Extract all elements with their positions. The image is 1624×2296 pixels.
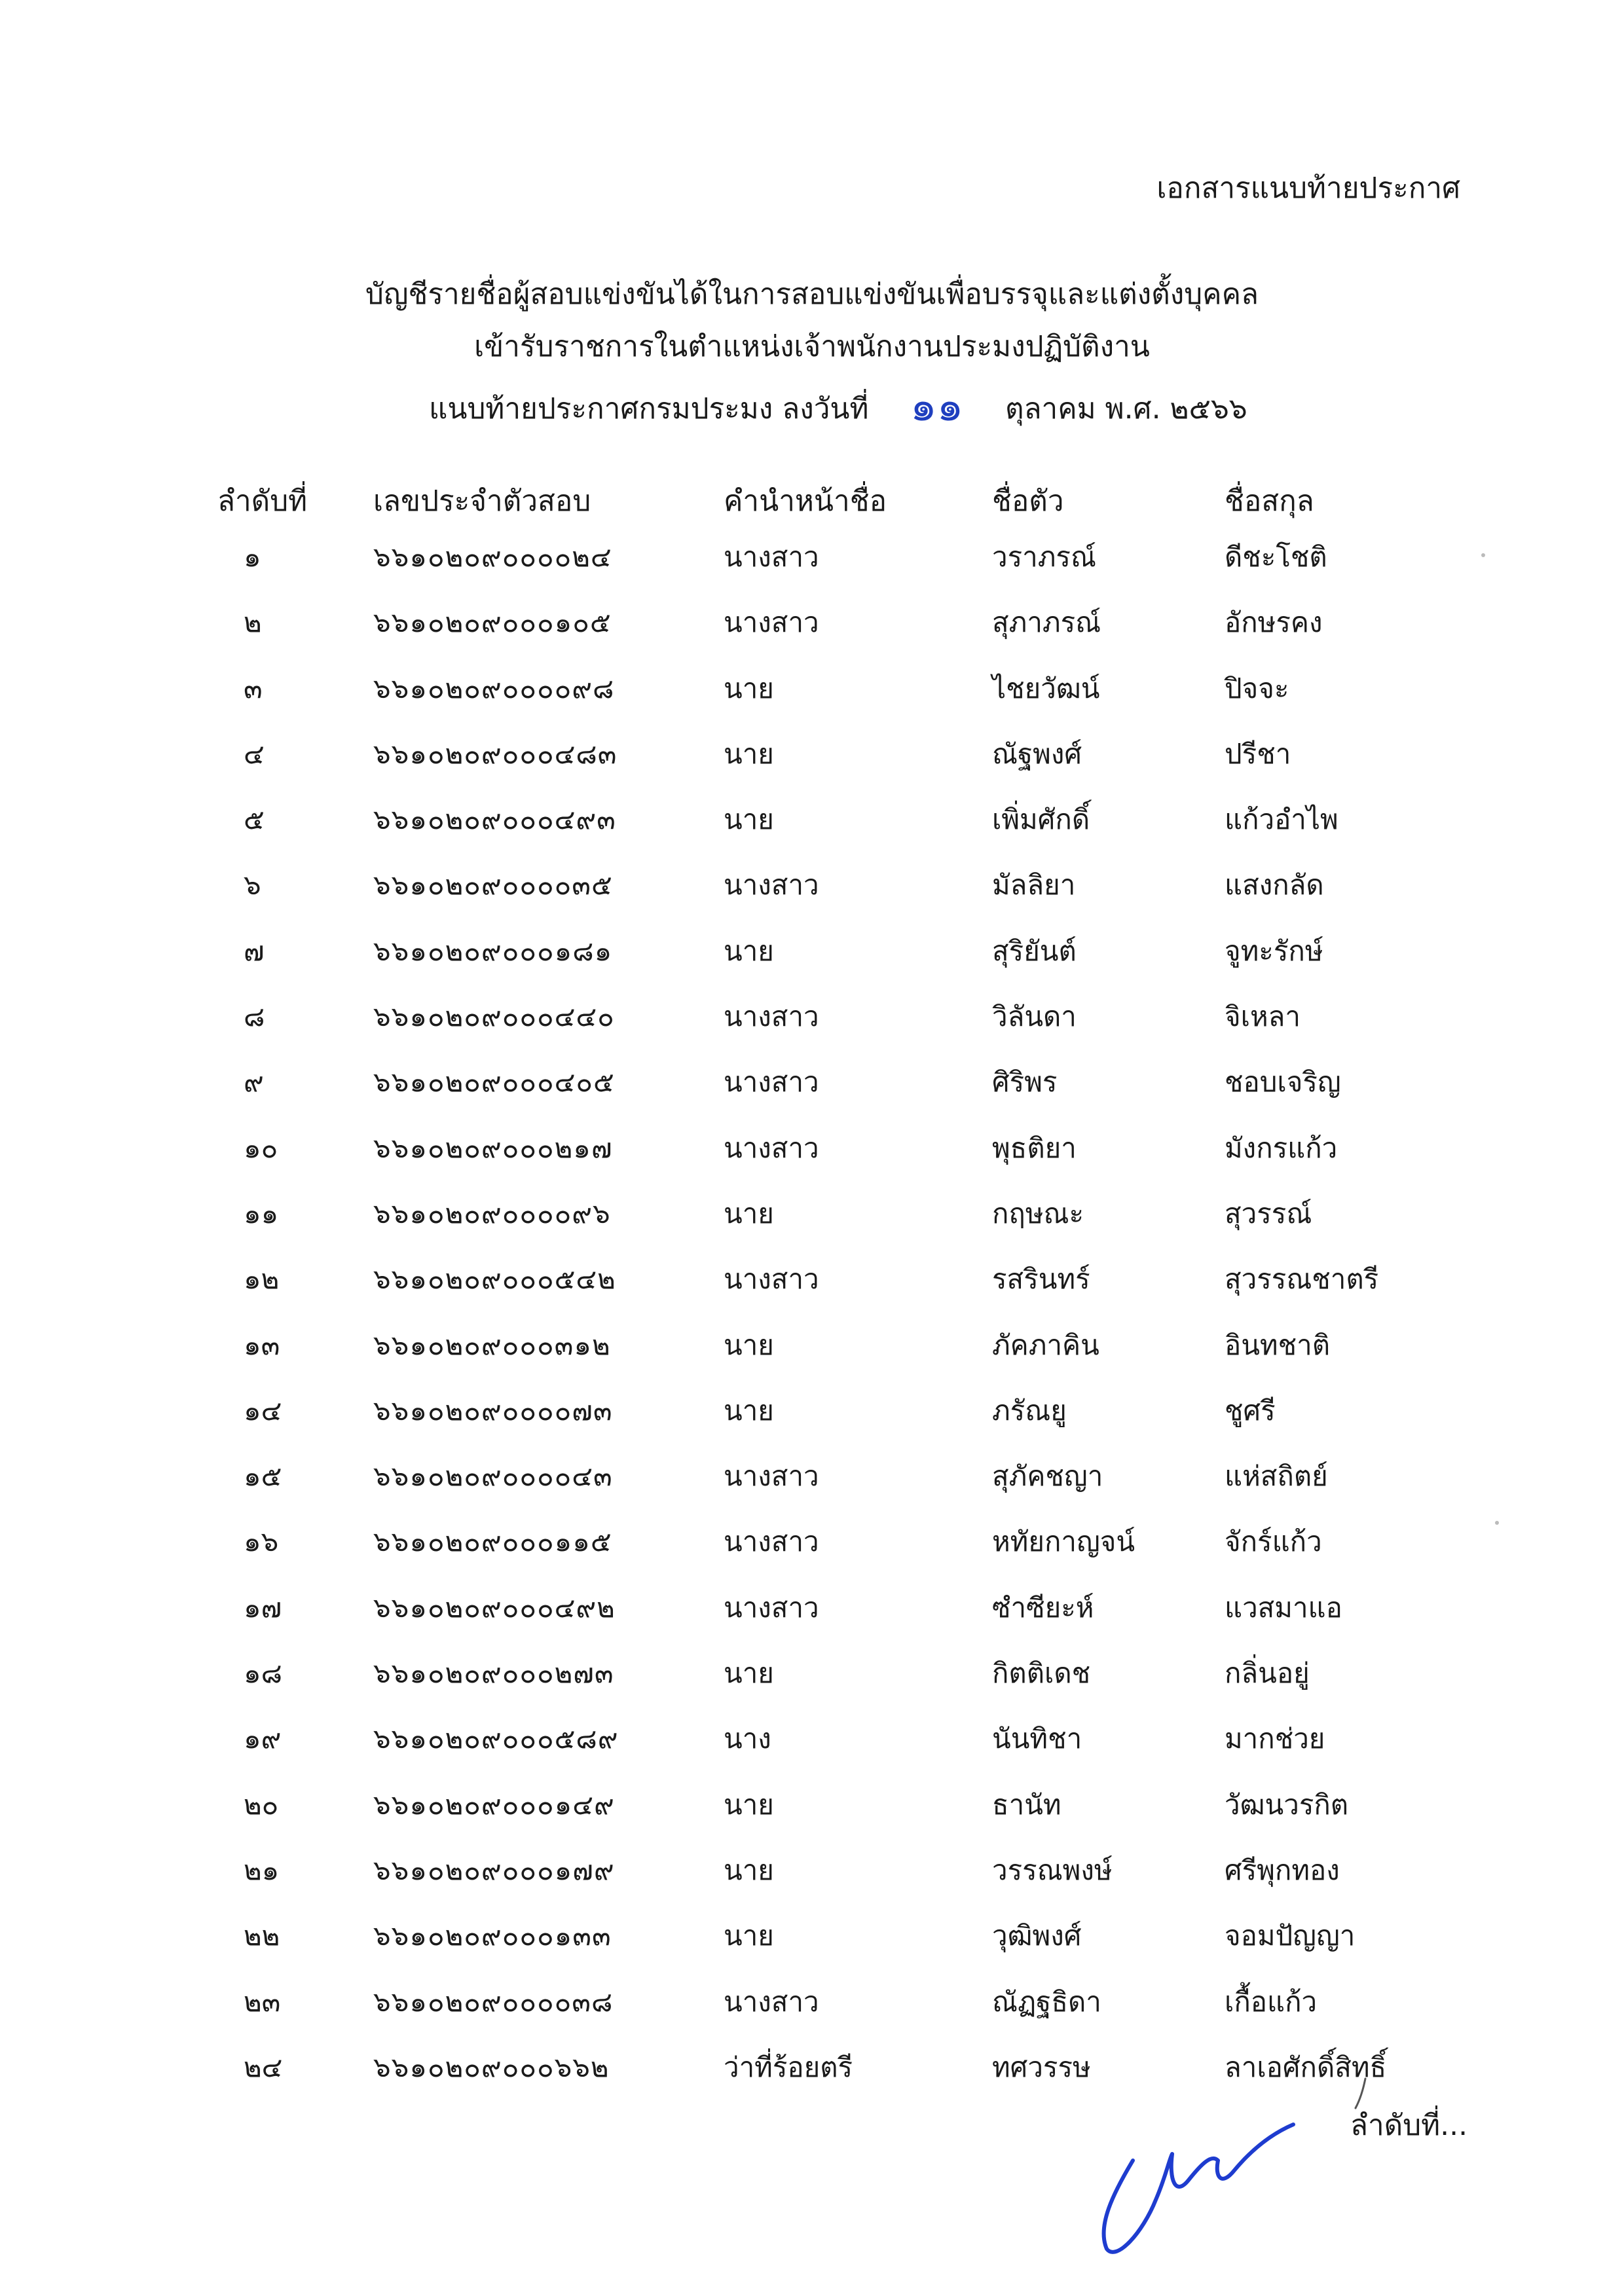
row-name-title: นาย [724,934,774,967]
col-header-exam-id: เลขประจำตัวสอบ [373,484,591,518]
row-order: ๑๘ [244,1657,283,1690]
row-last-name: อักษรคง [1225,606,1323,639]
row-last-name: ลาเอศักดิ์สิทธิ์ [1225,2050,1387,2083]
row-first-name: ณัฐพงศ์ [992,737,1082,770]
row-first-name: ไชยวัฒน์ [992,672,1100,704]
row-name-title: นางสาว [724,1000,819,1033]
row-name-title: นาย [724,1197,774,1230]
row-first-name: กิตติเดช [992,1657,1091,1690]
table-row [0,1785,1624,1850]
row-last-name: แก้วอำไพ [1225,803,1338,836]
row-last-name: จักร์แก้ว [1225,1525,1322,1558]
row-name-title: นางสาว [724,869,819,902]
row-order: ๑๑ [244,1197,279,1230]
row-first-name: วรรณพงษ์ [992,1853,1113,1886]
row-order: ๒๒ [244,1920,280,1952]
row-last-name: แห่สถิตย์ [1225,1460,1328,1493]
row-name-title: นางสาว [724,1591,819,1624]
row-exam-id: ๖๖๑๐๒๐๙๐๐๐๑๗๙ [373,1853,615,1886]
row-name-title: นาย [724,803,774,836]
row-exam-id: ๖๖๑๐๒๐๙๐๐๐๐๓๘ [373,1985,614,2018]
row-first-name: วุฒิพงศ์ [992,1920,1082,1952]
row-name-title: นางสาว [724,1985,819,2018]
row-exam-id: ๖๖๑๐๒๐๙๐๐๐๔๐๕ [373,1066,615,1099]
row-name-title: ว่าที่ร้อยตรี [724,2050,853,2083]
row-name-title: นาย [724,1328,774,1361]
row-last-name: สุวรรณ์ [1225,1197,1312,1230]
row-exam-id: ๖๖๑๐๒๐๙๐๐๐๐๒๔ [373,541,612,573]
row-first-name: สุริยันต์ [992,934,1077,967]
row-name-title: นางสาว [724,1131,819,1164]
signature-tick [1356,2079,1365,2108]
table-row [0,1259,1624,1324]
document-title-line1: บัญชีรายชื่อผู้สอบแข่งขันได้ในการสอบแข่งขันเพื่อบรรจุและแต่งตั้งบุคคล [365,278,1259,311]
row-last-name: เกื้อแก้ว [1225,1985,1318,2018]
row-order: ๖ [244,869,261,902]
row-last-name: สุวรรณชาตรี [1225,1263,1379,1296]
row-exam-id: ๖๖๑๐๒๐๙๐๐๐๕๘๙ [373,1722,619,1755]
table-row [0,1653,1624,1719]
row-order: ๒๐ [244,1788,279,1821]
row-order: ๑ [244,541,261,573]
row-order: ๓ [244,672,263,704]
row-last-name: ดีชะโชติ [1225,541,1327,573]
row-first-name: เพิ่มศักดิ์ [992,803,1090,836]
row-order: ๒ [244,606,262,639]
row-exam-id: ๖๖๑๐๒๐๙๐๐๐๑๔๙ [373,1788,615,1821]
row-first-name: ทศวรรษ [992,2050,1091,2083]
row-exam-id: ๖๖๑๐๒๐๙๐๐๐๔๙๓ [373,803,616,836]
table-row [0,799,1624,865]
row-last-name: แสงกลัด [1225,869,1324,902]
table-row [0,1062,1624,1127]
table-row [0,1850,1624,1916]
table-row [0,1719,1624,1784]
row-exam-id: ๖๖๑๐๒๐๙๐๐๐๒๑๗ [373,1131,613,1164]
row-order: ๒๓ [244,1985,281,2018]
table-row [0,931,1624,996]
table-row [0,602,1624,668]
table-row [0,1456,1624,1522]
document-title-line2: เข้ารับราชการในตำแหน่งเจ้าพนักงานประมงปฏิบัติงาน [474,330,1150,363]
row-exam-id: ๖๖๑๐๒๐๙๐๐๐๔๘๓ [373,737,618,770]
table-row [0,1982,1624,2047]
row-last-name: จอมปัญญา [1225,1920,1356,1952]
table-row [0,1194,1624,1259]
row-order: ๑๐ [244,1131,278,1164]
row-first-name: ธานัท [992,1788,1061,1821]
row-first-name: สุภาภรณ์ [992,606,1101,639]
row-first-name: มัลลิยา [992,869,1076,902]
table-row [0,537,1624,602]
row-order: ๔ [244,737,265,770]
attachment-label: เอกสารแนบท้ายประกาศ [1156,172,1460,205]
signature-stroke [1104,2124,1293,2252]
row-name-title: นาย [724,672,774,704]
row-first-name: กฤษณะ [992,1197,1084,1230]
table-row [0,1916,1624,1981]
row-order: ๒๑ [244,1853,280,1886]
row-order: ๗ [244,934,265,967]
row-order: ๑๖ [244,1525,279,1558]
candidate-list [0,537,1624,2113]
table-row [0,668,1624,734]
row-name-title: นาย [724,1920,774,1952]
row-name-title: นาย [724,1657,774,1690]
row-first-name: วราภรณ์ [992,541,1096,573]
table-row [0,1325,1624,1391]
table-row [0,996,1624,1062]
row-first-name: ภัคภาคิน [992,1328,1099,1361]
row-last-name: มังกรแก้ว [1225,1131,1338,1164]
row-name-title: นางสาว [724,1066,819,1099]
row-name-title: นางสาว [724,606,819,639]
row-exam-id: ๖๖๑๐๒๐๙๐๐๐๑๓๓ [373,1920,612,1952]
row-order: ๙ [244,1066,264,1099]
col-header-name-title: คำนำหน้าชื่อ [724,484,887,518]
row-order: ๑๓ [244,1328,280,1361]
row-exam-id: ๖๖๑๐๒๐๙๐๐๐๑๘๑ [373,934,613,967]
row-name-title: นาย [724,1853,774,1886]
row-name-title: นางสาว [724,1525,819,1558]
row-last-name: ปรีชา [1225,737,1291,770]
row-name-title: นางสาว [724,1263,819,1296]
row-exam-id: ๖๖๑๐๒๐๙๐๐๐๕๔๒ [373,1263,616,1296]
scan-speck [1495,1521,1499,1525]
row-first-name: ศิริพร [992,1066,1058,1099]
col-header-order: ลำดับที่ [217,484,308,518]
table-row [0,734,1624,799]
row-exam-id: ๖๖๑๐๒๐๙๐๐๐๓๑๒ [373,1328,611,1361]
next-page-label: ลำดับที่... [1350,2109,1468,2142]
table-header [0,478,1624,517]
row-last-name: ชอบเจริญ [1225,1066,1341,1099]
row-exam-id: ๖๖๑๐๒๐๙๐๐๐๑๑๕ [373,1525,612,1558]
row-first-name: ภรัณยู [992,1394,1067,1427]
row-first-name: วิลันดา [992,1000,1077,1033]
row-first-name: พุธติยา [992,1131,1077,1164]
row-first-name: นันทิชา [992,1722,1082,1755]
row-last-name: วัฒนวรกิต [1225,1788,1349,1821]
row-name-title: นางสาว [724,1460,819,1493]
row-exam-id: ๖๖๑๐๒๐๙๐๐๐๑๐๕ [373,606,612,639]
row-last-name: ปิจจะ [1225,672,1289,704]
row-last-name: ศรีพุกทอง [1225,1853,1340,1886]
row-exam-id: ๖๖๑๐๒๐๙๐๐๐๖๖๒ [373,2050,610,2083]
row-exam-id: ๖๖๑๐๒๐๙๐๐๐๐๔๓ [373,1460,613,1493]
row-first-name: ซำซียะห์ [992,1591,1094,1624]
row-last-name: ชูศรี [1225,1394,1276,1427]
scan-speck [1481,553,1485,557]
row-last-name: อินทชาติ [1225,1328,1330,1361]
row-last-name: มากช่วย [1225,1722,1325,1755]
row-exam-id: ๖๖๑๐๒๐๙๐๐๐๐๓๕ [373,869,613,902]
row-order: ๑๗ [244,1591,282,1624]
row-last-name: จูทะรักษ์ [1225,934,1323,967]
table-row [0,865,1624,930]
col-header-first-name: ชื่อตัว [992,484,1064,518]
row-exam-id: ๖๖๑๐๒๐๙๐๐๐๐๙๖ [373,1197,611,1230]
row-name-title: นาย [724,1788,774,1821]
row-exam-id: ๖๖๑๐๒๐๙๐๐๐๔๔๐ [373,1000,615,1033]
row-name-title: นาย [724,1394,774,1427]
col-header-last-name: ชื่อสกุล [1225,484,1314,518]
row-name-title: นางสาว [724,541,819,573]
row-first-name: รสรินทร์ [992,1263,1090,1296]
row-last-name: กลิ่นอยู่ [1225,1657,1310,1690]
row-name-title: นาง [724,1722,771,1755]
row-exam-id: ๖๖๑๐๒๐๙๐๐๐๒๗๓ [373,1657,614,1690]
row-order: ๒๔ [244,2050,283,2083]
row-order: ๕ [244,803,265,836]
signature [1035,2062,1401,2259]
row-last-name: แวสมาแอ [1225,1591,1342,1624]
row-name-title: นาย [724,737,774,770]
date-month-year: ตุลาคม พ.ศ. ๒๕๖๖ [1005,392,1247,426]
row-order: ๑๕ [244,1460,282,1493]
row-exam-id: ๖๖๑๐๒๐๙๐๐๐๔๙๒ [373,1591,616,1624]
row-exam-id: ๖๖๑๐๒๐๙๐๐๐๐๗๓ [373,1394,613,1427]
date-day: ๑๑ [910,382,964,431]
row-order: ๘ [244,1000,265,1033]
table-row [0,1391,1624,1456]
table-row [0,1522,1624,1587]
table-row [0,1128,1624,1194]
row-first-name: ณัฏฐธิดา [992,1985,1101,2018]
row-order: ๑๔ [244,1394,282,1427]
row-first-name: สุภัคชญา [992,1460,1103,1493]
row-order: ๑๒ [244,1263,280,1296]
row-order: ๑๙ [244,1722,282,1755]
table-row [0,1588,1624,1653]
date-prefix: แนบท้ายประกาศกรมประมง ลงวันที่ [429,392,869,426]
row-exam-id: ๖๖๑๐๒๐๙๐๐๐๐๙๘ [373,672,615,704]
row-last-name: จิเหลา [1225,1000,1301,1033]
row-first-name: หทัยกาญจน์ [992,1525,1135,1558]
